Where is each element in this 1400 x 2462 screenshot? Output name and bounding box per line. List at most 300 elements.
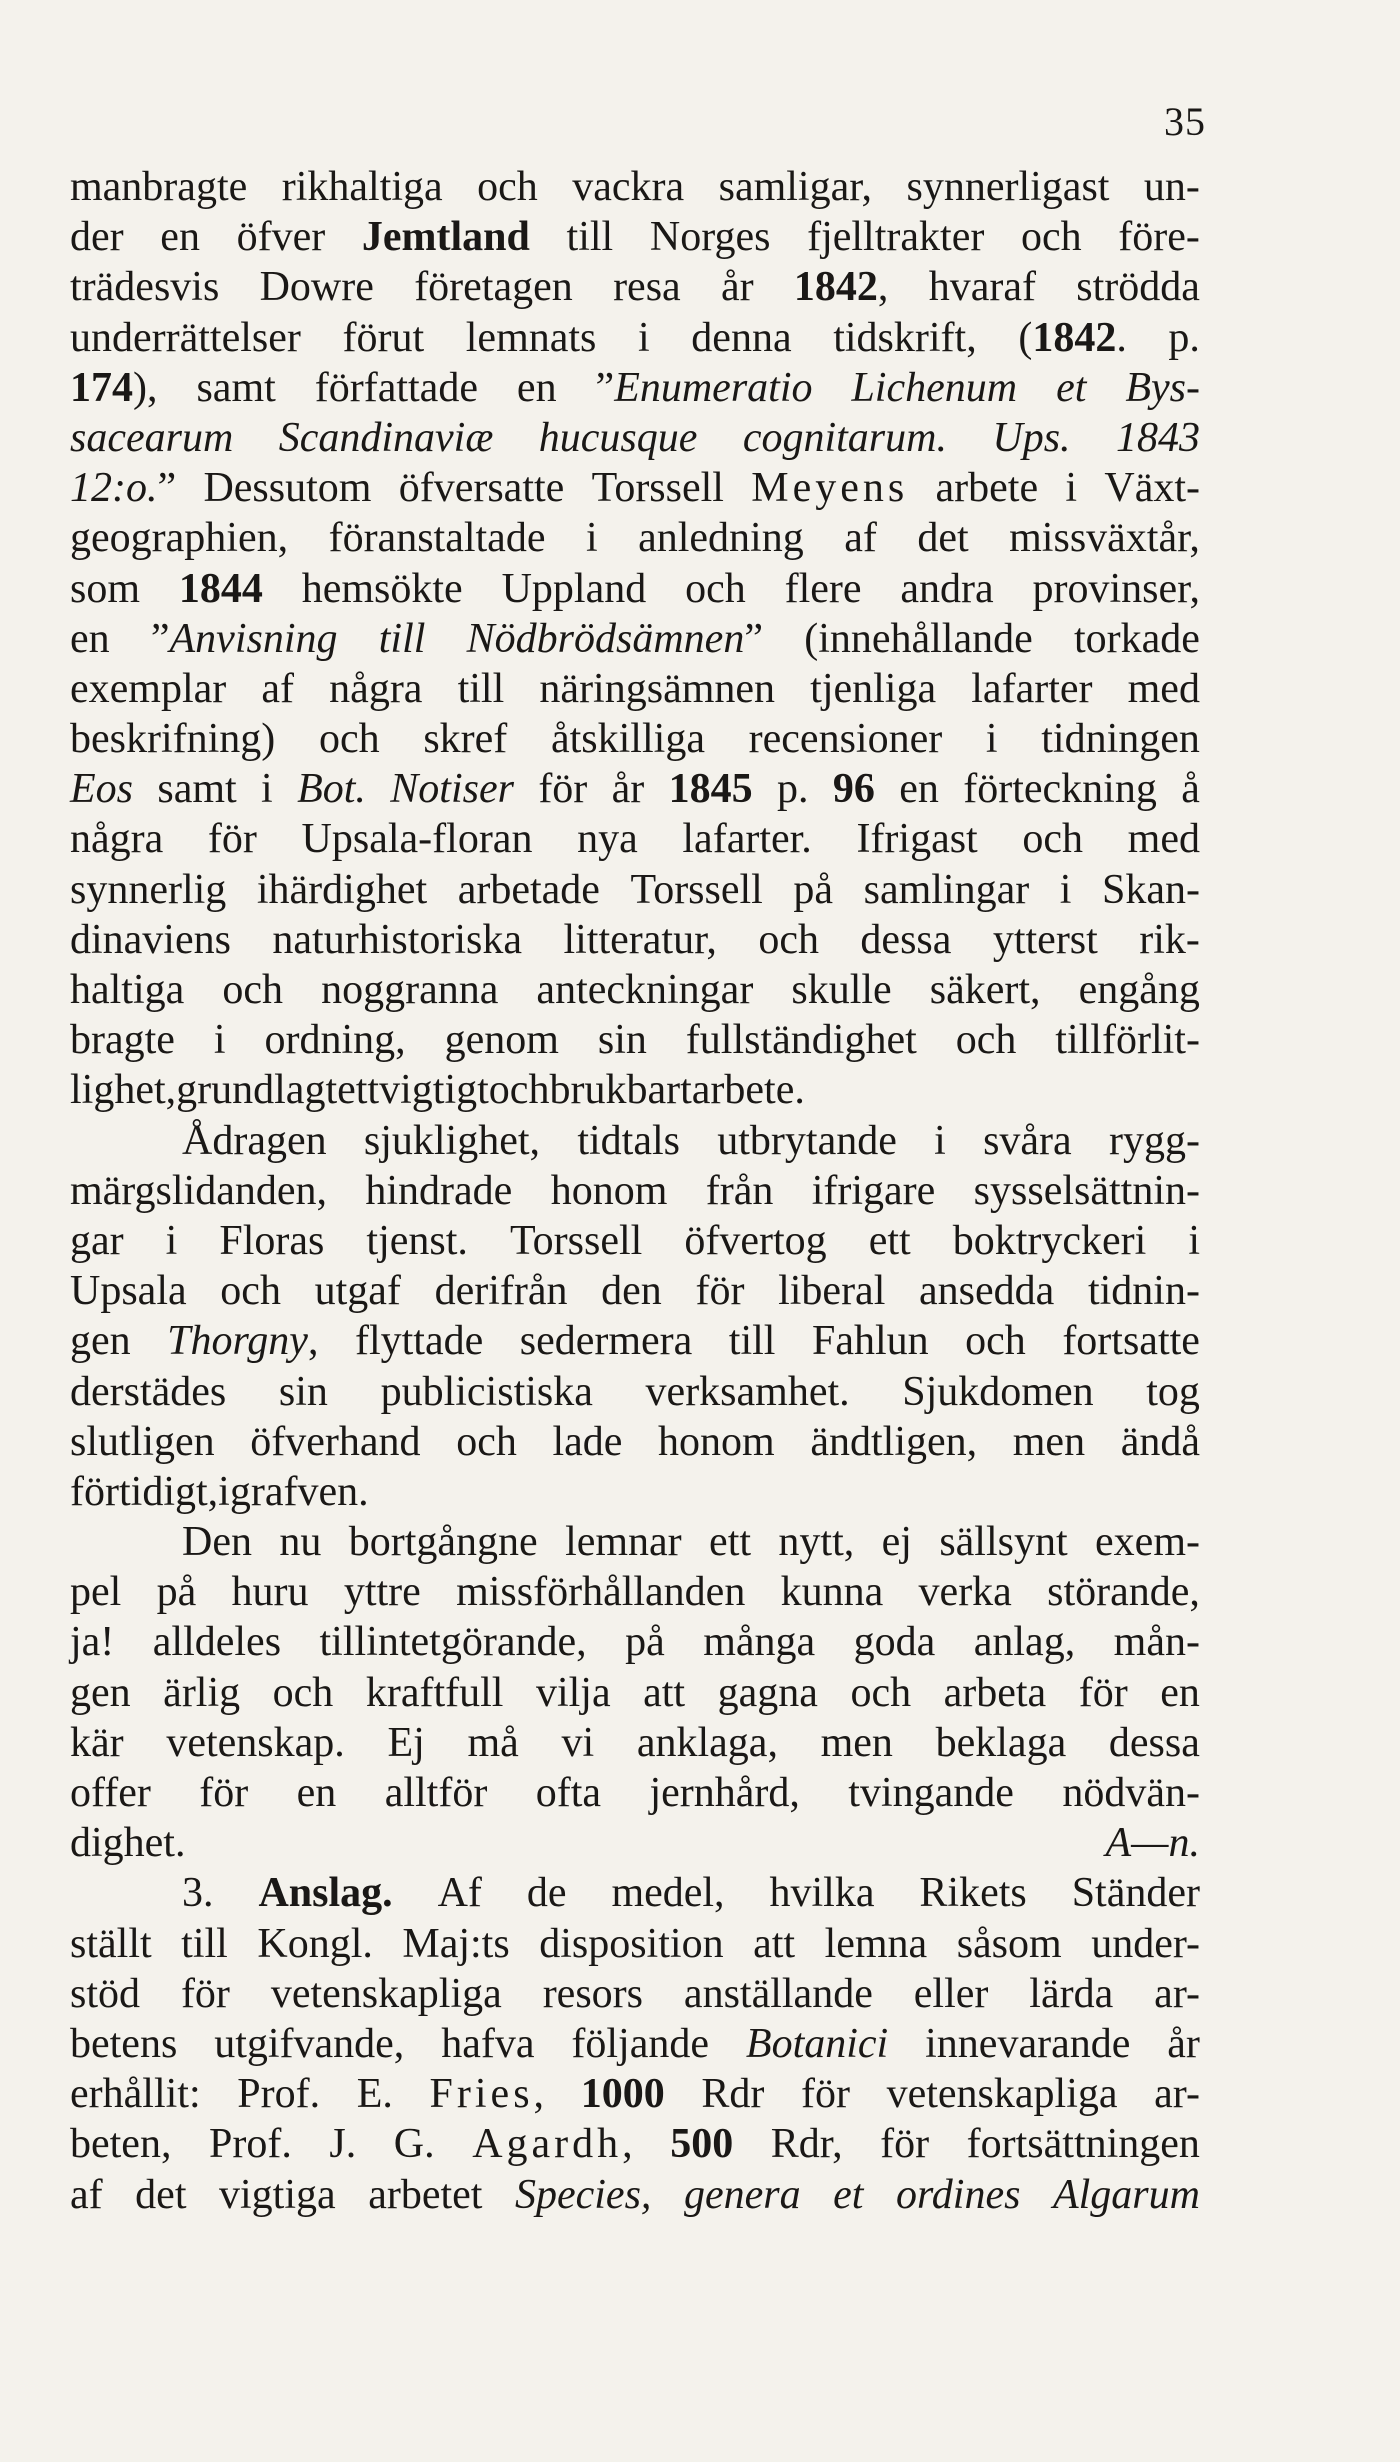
word-group [70,916,231,964]
word-group [899,765,939,813]
word-group [758,916,819,964]
text-word: lafarter [971,665,1093,712]
text-word: anledning [638,515,804,562]
word-group [965,1317,1026,1365]
text-line [70,2120,1200,2170]
text-word: engång [1078,967,1200,1013]
text-word: ändtligen, [810,1418,978,1465]
text-word: dinaviens [70,916,231,963]
word-group [919,1568,1012,1616]
word-group [368,2171,482,2219]
word-group [258,1869,392,1917]
text-word: , [622,2121,633,2168]
text-word: tillförlit- [1055,1017,1200,1064]
word-group [887,2070,1118,2118]
word-group [260,263,374,311]
word-group [355,1317,483,1365]
word-group [70,464,176,512]
word-group [807,213,984,261]
word-group [1056,364,1086,412]
text-word: dighet. [70,1820,186,1867]
word-group [944,1669,1047,1717]
text-word: anlag, [973,1619,1076,1666]
text-word: att [753,1920,796,1967]
text-word: dessa [1108,1719,1200,1766]
word-group [157,765,236,813]
text-word: Anvisning [169,615,338,662]
text-word: G. [393,2121,435,2168]
word-group [163,1669,240,1717]
word-group [929,263,1036,311]
text-word: arbetade [457,866,600,913]
word-group [658,1418,775,1466]
word-group [684,2171,801,2219]
word-group [70,1719,124,1767]
word-group [907,163,1110,211]
text-word: tidigt, [118,1468,219,1515]
text-line [70,765,1200,815]
text-word: å [1181,766,1200,813]
text-word: ej [881,1519,912,1566]
word-group [458,866,600,914]
text-word: till [457,665,505,712]
word-group [682,815,811,863]
word-group [399,464,565,512]
word-group [357,2070,393,2118]
text-word: beklaga [935,1719,1067,1766]
text-word: Ständer [1071,1870,1200,1917]
word-group [237,213,326,261]
text-word: honom [550,1167,668,1214]
word-group [402,1920,509,1968]
word-group [445,1016,559,1064]
word-group [167,1317,318,1365]
word-group [329,2120,356,2168]
text-word: som [70,565,141,612]
text-word: ihärdighet [256,866,428,913]
text-word: missväxtår, [1009,515,1200,562]
word-group [646,1368,850,1416]
word-group [297,765,366,813]
text-word: 1845 [668,766,753,813]
word-group [467,1719,518,1767]
word-group [456,1418,517,1466]
word-group [551,715,705,763]
word-group [1160,1669,1200,1717]
text-word: i [985,716,998,763]
text-word: Af [437,1870,482,1917]
body-text [70,163,1200,2221]
word-group [669,765,753,813]
text-word: och [965,1318,1026,1365]
word-group [695,1267,744,1315]
text-word: och [456,1418,517,1465]
word-group [812,1167,936,1215]
text-word: Botanici [745,2020,889,2067]
text-line [70,1167,1200,1217]
word-group [70,1769,151,1817]
text-line [70,1217,1200,1267]
text-word: för [695,1268,745,1315]
text-word: några [70,816,164,863]
text-word: på [793,866,834,913]
word-group [315,1267,401,1315]
text-word: svåra [983,1117,1072,1164]
word-group [539,414,698,462]
word-group [119,1468,218,1516]
text-word: hvilka [769,1870,875,1917]
text-word: ytterst [992,916,1098,963]
word-group [1109,1117,1200,1165]
word-group [70,565,140,613]
text-word: Torssell [630,866,763,913]
word-group [337,1066,379,1114]
text-word: recensioner [748,716,943,763]
text-word: 12:o. [70,465,158,512]
word-group [70,715,275,763]
word-group [257,1920,373,1968]
text-word: verka [918,1569,1012,1616]
word-group [414,263,573,311]
word-group [315,364,478,412]
text-word: förteckning [963,766,1157,813]
text-word: Algarum [1052,2171,1200,2218]
text-word: flyttade [354,1318,484,1365]
text-word: cognitarum. [742,414,947,461]
word-group [151,615,338,663]
word-group [366,1669,504,1717]
word-group [1109,1719,1200,1767]
word-group [1022,815,1083,863]
word-group [684,1970,873,2018]
word-group [160,213,200,261]
text-word: stöd [70,1970,141,2017]
text-word: och [488,1067,550,1114]
word-group [1076,263,1200,311]
word-group [381,1368,593,1416]
word-group [1116,414,1200,462]
text-word: vetenskap. [166,1719,345,1766]
text-word: Nödbrödsämnen [466,615,745,662]
word-group [219,2171,336,2219]
text-word: ansedda [919,1268,1055,1315]
text-word: gagna [717,1669,818,1716]
text-word: alltför [384,1770,488,1816]
word-group [729,1317,776,1365]
text-word: sacearum [70,414,234,461]
text-word: noggranna [321,967,499,1013]
text-line [70,1719,1200,1769]
word-group [176,1066,337,1114]
text-word: föranstaltade [328,515,546,562]
text-word: hucusque [538,414,698,461]
word-group [880,2120,929,2168]
text-word: litteratur, [563,916,717,963]
word-group [179,565,263,613]
word-group [552,1418,622,1466]
text-line [70,1568,1200,1618]
text-word: underrättelser [70,314,301,361]
text-word: i [218,1468,230,1515]
text-word: och [220,1268,281,1315]
word-group [563,916,716,964]
text-word: att [643,1669,686,1716]
text-word: och [955,1017,1017,1064]
word-group [612,765,645,813]
word-group [70,1819,185,1867]
word-group [271,1970,502,2018]
text-word: ” [744,615,763,662]
word-group [279,1368,328,1416]
text-word: ), [133,364,158,411]
word-group [1146,1368,1200,1416]
text-word: Fahlun [811,1318,929,1365]
text-word: författade [314,364,478,411]
word-group [936,464,1039,512]
text-word: exem- [1095,1519,1200,1566]
word-group [365,1167,512,1215]
text-word: exemplar [70,665,227,712]
text-word: märgslidanden, [70,1167,328,1214]
word-group [561,1719,594,1767]
word-group [70,2120,171,2168]
text-word: nya [577,816,638,863]
word-group [777,765,809,813]
text-word: öfvertog [684,1217,827,1264]
text-word: ofta [535,1770,602,1816]
word-group [686,1016,917,1064]
text-line [70,866,1200,916]
word-group [650,213,771,261]
word-group [539,665,775,713]
text-line [70,665,1200,715]
word-group [581,2070,665,2118]
text-word: yttre [343,1569,421,1616]
text-word: Skan- [1102,866,1200,913]
text-word: öfversatte [398,465,565,512]
word-group [272,916,522,964]
text-word: 1843 [1115,414,1200,461]
text-line [70,1819,1200,1869]
word-group [625,1618,665,1666]
word-group [860,916,951,964]
text-word: till [566,214,614,261]
word-group [743,414,947,462]
word-group [801,2070,850,2118]
text-word: tog [1146,1368,1200,1415]
text-line [70,263,1200,313]
word-group [379,615,426,663]
word-group [630,866,762,914]
word-group [329,665,422,713]
text-word: tillintetgörande, [319,1619,587,1666]
word-group [1118,213,1200,261]
word-group [856,815,977,863]
word-group [70,1418,215,1466]
text-word: der [70,214,124,261]
word-group [250,1418,420,1466]
text-word: i [934,1117,946,1164]
word-group [302,565,463,613]
text-word: Torssell [591,465,724,512]
text-word: sällsynt [939,1519,1068,1566]
text-word: näringsämnen [539,665,776,712]
text-word: tidtals [577,1117,680,1164]
word-group [387,1719,424,1767]
text-line [70,1869,1200,1919]
text-word: ar- [1154,2071,1200,2118]
word-group [850,1669,911,1717]
word-group [1029,1970,1113,2018]
text-word: ärlig [163,1669,241,1716]
word-group [70,1066,176,1114]
text-word: honom [658,1418,775,1465]
text-word: på [625,1619,665,1666]
word-group [362,213,530,261]
word-group [379,1066,489,1114]
text-word: jernhård, [649,1770,800,1816]
text-word: ar- [1154,1970,1200,2017]
text-word: Dessutom [203,465,372,512]
text-word: lärda [1029,1970,1114,2017]
text-word: derifrån [434,1268,568,1315]
text-word: p. [777,766,809,813]
text-word: eller [913,1970,989,2017]
text-line [70,1920,1200,1970]
word-group [778,1267,885,1315]
text-line [70,565,1200,615]
text-word: och [685,565,746,612]
text-word: på [156,1569,197,1616]
word-group [701,2070,764,2118]
text-word: för [199,1770,249,1816]
word-group [638,514,804,562]
text-word: 500 [670,2121,734,2168]
word-group [423,715,507,763]
word-group [810,1418,977,1466]
text-word: Notiser [390,766,514,813]
word-group [70,263,219,311]
word-group [182,1869,214,1917]
word-group [70,1618,114,1666]
text-word: fjelltrakter [807,214,985,261]
text-word: och [222,967,284,1013]
word-group [70,414,233,462]
word-group [209,2120,292,2168]
text-word: ” [157,465,177,512]
text-word: grundlagt [176,1067,338,1114]
text-word: Ifrigast [856,816,978,863]
text-line [70,464,1200,514]
text-word: Rdr [701,2071,765,2118]
text-word: huru [231,1569,309,1616]
text-word: offer [70,1770,151,1816]
text-word: gar [70,1217,124,1264]
word-group [986,715,998,763]
text-word: tidningen [1041,716,1200,763]
text-line [70,1468,1200,1518]
text-word: under- [1091,1920,1200,1967]
word-group [703,1618,815,1666]
text-word: dessa [860,916,952,963]
text-word: nytt, [778,1519,855,1566]
word-group [536,1669,611,1717]
text-word: fortsättningen [966,2121,1200,2168]
text-word: 3. [182,1870,214,1917]
text-line [70,1368,1200,1418]
text-word: bortgångne [348,1519,538,1566]
text-word: boktryckeri [952,1217,1147,1264]
word-group [691,314,791,362]
word-group [577,1117,680,1165]
text-word: hvaraf [928,264,1036,311]
word-group [1091,1920,1200,1968]
text-word: gen [70,1669,131,1716]
text-word: åtskilliga [550,716,705,763]
text-word: Thorgny [167,1318,308,1365]
text-word: tidskrift, [833,314,977,361]
text-word: år [720,264,754,311]
text-word: för [180,1970,230,2017]
word-group [261,765,273,813]
word-group [70,1267,187,1315]
text-line [70,1769,1200,1819]
text-word: synnerlig [70,866,227,913]
text-word: före- [1118,214,1200,261]
text-line [70,966,1200,1016]
word-group [925,2020,1130,2068]
word-group [261,665,294,713]
word-group [153,1618,281,1666]
text-word: ( [1018,314,1033,361]
text-word: sin [278,1368,328,1415]
word-group [279,414,494,462]
word-group [527,1869,567,1917]
text-line [70,414,1200,464]
word-group [182,1518,252,1566]
text-word: lade [552,1418,623,1465]
word-group [1047,1568,1200,1616]
text-word: vigtigt [379,1067,489,1114]
text-word: synnerligast [906,164,1110,210]
word-group [844,514,877,562]
text-word: Enumeratio [614,364,813,411]
text-word: Floras [219,1217,325,1264]
text-line [70,2020,1200,2070]
text-word: arbeta [943,1669,1047,1716]
text-word: ” [150,615,170,662]
word-group [1128,665,1200,713]
word-group [536,1769,601,1817]
word-group [992,414,1070,462]
text-word: slutligen [70,1418,215,1465]
word-group [320,1618,587,1666]
text-word: sin [597,1017,647,1064]
word-group [1079,966,1200,1014]
word-group [366,1217,468,1265]
word-group [70,1317,131,1365]
word-group [749,715,943,763]
word-group [230,1468,369,1516]
word-group [1088,1267,1200,1315]
text-word: för [538,766,588,813]
word-group [939,1518,1067,1566]
word-group [974,1618,1075,1666]
text-word: för [800,2071,850,2118]
text-word: bragte [70,1017,175,1064]
word-group [567,213,614,261]
text-word: ordning, [264,1017,406,1064]
